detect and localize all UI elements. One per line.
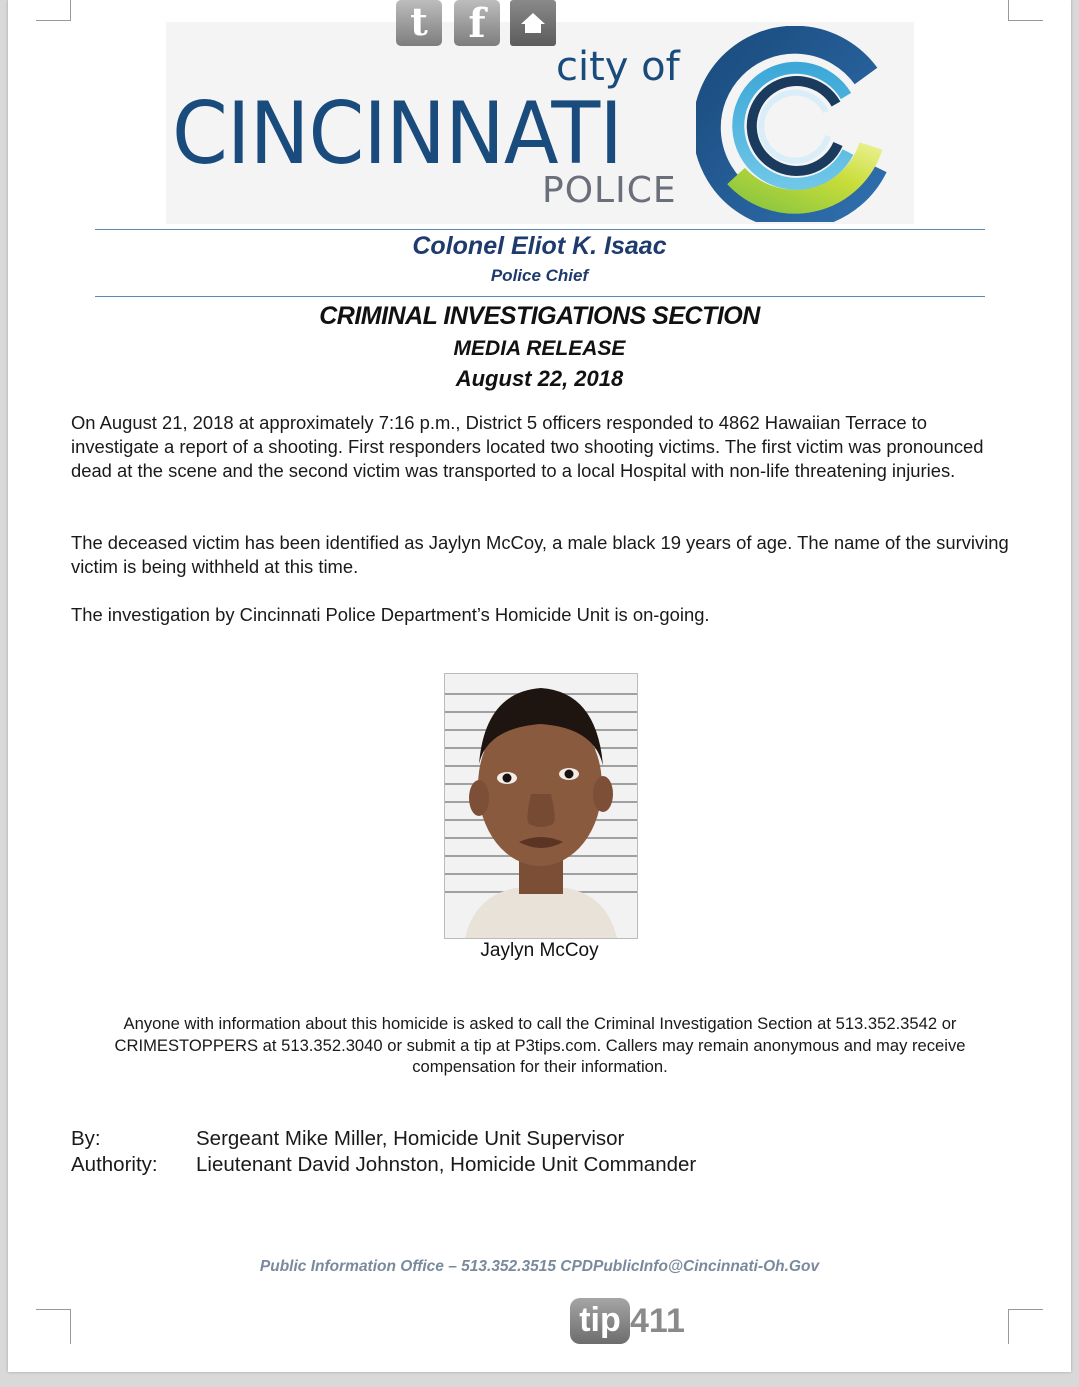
- chief-title: Police Chief: [490, 266, 589, 285]
- crop-mark-top-left: [36, 0, 71, 21]
- body-paragraph: On August 21, 2018 at approximately 7:16 p.m., District 5 officers responded to 4862 Hawaiian Terrace to investigate a report of a shooting. First responders located two shooting victims. The first victim was pronounced dead at the scene and the second victim was transported to a local Hospital with non-life threatening injuries.: [71, 412, 984, 481]
- twitter-icon[interactable]: t: [396, 0, 442, 46]
- footer-contact-line: Public Information Office – 513.352.3515 CPDPublicInfo@Cincinnati-Oh.Gov: [259, 1258, 820, 1275]
- crop-mark-bottom-left: [36, 1309, 71, 1344]
- tip411-number: 411: [630, 1302, 685, 1340]
- chief-name: Colonel Eliot K. Isaac: [412, 232, 667, 260]
- signature-label: By:: [71, 1127, 101, 1150]
- signature-label: Authority:: [71, 1153, 158, 1176]
- logo-city-name-text: CINCINNATI: [172, 84, 623, 184]
- police-logo: [166, 22, 914, 224]
- section-title: CRIMINAL INVESTIGATIONS SECTION: [319, 302, 760, 330]
- tip-information: Anyone with information about this homicide is asked to call the Criminal Investigation Section at 513.352.3542 or CRIMESTOPPERS at 513.352.3040 or submit a tip at P3tips.com. Callers may remain anonymous and may receive compensation for their information.: [114, 1014, 966, 1076]
- tip411-icon[interactable]: tip: [570, 1298, 630, 1344]
- logo-department-text: POLICE: [542, 170, 677, 211]
- photo-caption: Jaylyn McCoy: [480, 940, 599, 961]
- signature-value: Lieutenant David Johnston, Homicide Unit Commander: [196, 1153, 697, 1176]
- signature-row-by: [71, 1127, 624, 1151]
- release-type: MEDIA RELEASE: [453, 337, 626, 360]
- signature-value: Sergeant Mike Miller, Homicide Unit Supervisor: [196, 1127, 625, 1150]
- header-rule-bottom: [95, 296, 985, 297]
- victim-photo-illustration: [445, 674, 637, 938]
- release-date: August 22, 2018: [455, 366, 624, 391]
- logo-c-emblem-icon: [696, 26, 896, 222]
- crop-mark-top-right: [1008, 0, 1043, 21]
- home-glyph-icon: [510, 0, 556, 46]
- crop-mark-bottom-right: [1008, 1309, 1043, 1344]
- signature-row-authority: [71, 1153, 696, 1177]
- header-rule-top: [95, 229, 985, 230]
- document-page: [8, 0, 1071, 1372]
- logo-city-of-text: city of: [556, 44, 680, 90]
- victim-photo: [444, 673, 638, 939]
- body-paragraph: The deceased victim has been identified as Jaylyn McCoy, a male black 19 years of age. The name of the surviving victim is being withheld at this time.: [71, 532, 1009, 577]
- body-paragraph: The investigation by Cincinnati Police Department’s Homicide Unit is on-going.: [71, 604, 710, 625]
- facebook-icon[interactable]: f: [454, 0, 500, 46]
- home-icon[interactable]: [510, 0, 556, 46]
